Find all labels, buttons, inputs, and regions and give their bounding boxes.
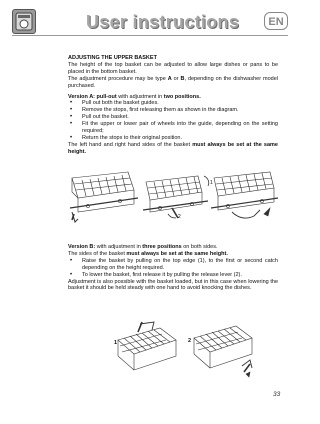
version-a-positions: two positions. bbox=[163, 93, 201, 100]
figure2-label-1: 1 bbox=[114, 340, 118, 346]
note-end: . bbox=[84, 148, 87, 155]
version-b-sides bbox=[68, 251, 278, 258]
intro-paragraph bbox=[68, 62, 278, 76]
figure1-label-1: 1 bbox=[210, 180, 213, 186]
basket-panel-3 bbox=[211, 172, 278, 218]
page-title: User instructions bbox=[86, 12, 240, 32]
version-b-positions: three positions bbox=[142, 244, 182, 250]
version-a-label: Version A: pull-out bbox=[68, 93, 117, 100]
basket-lift-panel-2 bbox=[194, 326, 252, 377]
type-a-label: A bbox=[167, 75, 172, 82]
version-b-label: Version B: bbox=[68, 244, 96, 250]
header-divider bbox=[12, 35, 288, 36]
note-text: The left hand and right hand sides of the basket bbox=[68, 141, 193, 148]
basket-panel-2 bbox=[143, 176, 209, 218]
version-b-post: on both sides. bbox=[181, 244, 218, 250]
list-item: • Fit the upper or lower pair of wheels into the guide, depending on the setting required; bbox=[68, 121, 278, 135]
version-a-steps bbox=[68, 100, 278, 141]
version-b-body bbox=[68, 244, 278, 292]
version-a-mid: with adjustment in bbox=[116, 93, 164, 100]
version-a-note bbox=[68, 142, 278, 156]
list-item: • Raise the basket by pulling on the top edge (1), to the first or second catch depending on the height required. bbox=[68, 258, 278, 272]
list-item: • Pull out the basket. bbox=[68, 114, 278, 121]
section-heading: ADJUSTING THE UPPER BASKET bbox=[68, 55, 157, 61]
version-a-intro bbox=[68, 94, 278, 101]
sides-end: . bbox=[226, 250, 228, 257]
list-item: • Return the stops to their original position. bbox=[68, 135, 278, 142]
basket-lift-diagram bbox=[110, 320, 260, 384]
or-text: or bbox=[171, 75, 181, 82]
intro-text: The height of the top basket can be adjusted to allow large dishes or pans to be placed in the bottom basket. bbox=[68, 61, 278, 75]
basket-panel-1 bbox=[70, 172, 138, 222]
language-badge: EN bbox=[264, 12, 288, 30]
document-body bbox=[68, 55, 278, 156]
procedure-paragraph bbox=[68, 76, 278, 90]
figure2-label-2: 2 bbox=[188, 338, 192, 344]
page-header bbox=[12, 9, 288, 36]
version-b-mid: with adjustment in bbox=[95, 244, 143, 250]
sides-text: The sides of the basket bbox=[68, 250, 127, 257]
type-b-label: B bbox=[180, 75, 185, 82]
version-b-steps bbox=[68, 258, 278, 279]
basket-guide-diagram bbox=[68, 168, 279, 230]
list-item: • Remove the stops, first releasing them as shown in the diagram. bbox=[68, 107, 278, 114]
procedure-end-text: , depending on the dishwasher model purchased. bbox=[68, 75, 278, 89]
page-number: 33 bbox=[273, 391, 281, 398]
basket-lift-panel-1 bbox=[118, 322, 176, 370]
loaded-note: Adjustment is also possible with the basket loaded, but in this case when lowering the basket it should be held steady with one hand to avoid knocking the dishes. bbox=[68, 278, 278, 292]
note-bold-text: must always be set at the same height bbox=[68, 141, 278, 155]
appliance-logo-icon bbox=[12, 9, 36, 34]
sides-bold-text: must always be set at the same height bbox=[126, 250, 227, 257]
procedure-text: The adjustment procedure may be type bbox=[68, 75, 168, 82]
version-b-intro bbox=[68, 244, 278, 251]
figure1-label-2: 2 bbox=[178, 214, 181, 220]
list-item: • To lower the basket, first release it by pulling the release lever (2). bbox=[68, 272, 278, 279]
list-item: • Pull out both the basket guides. bbox=[68, 100, 278, 107]
